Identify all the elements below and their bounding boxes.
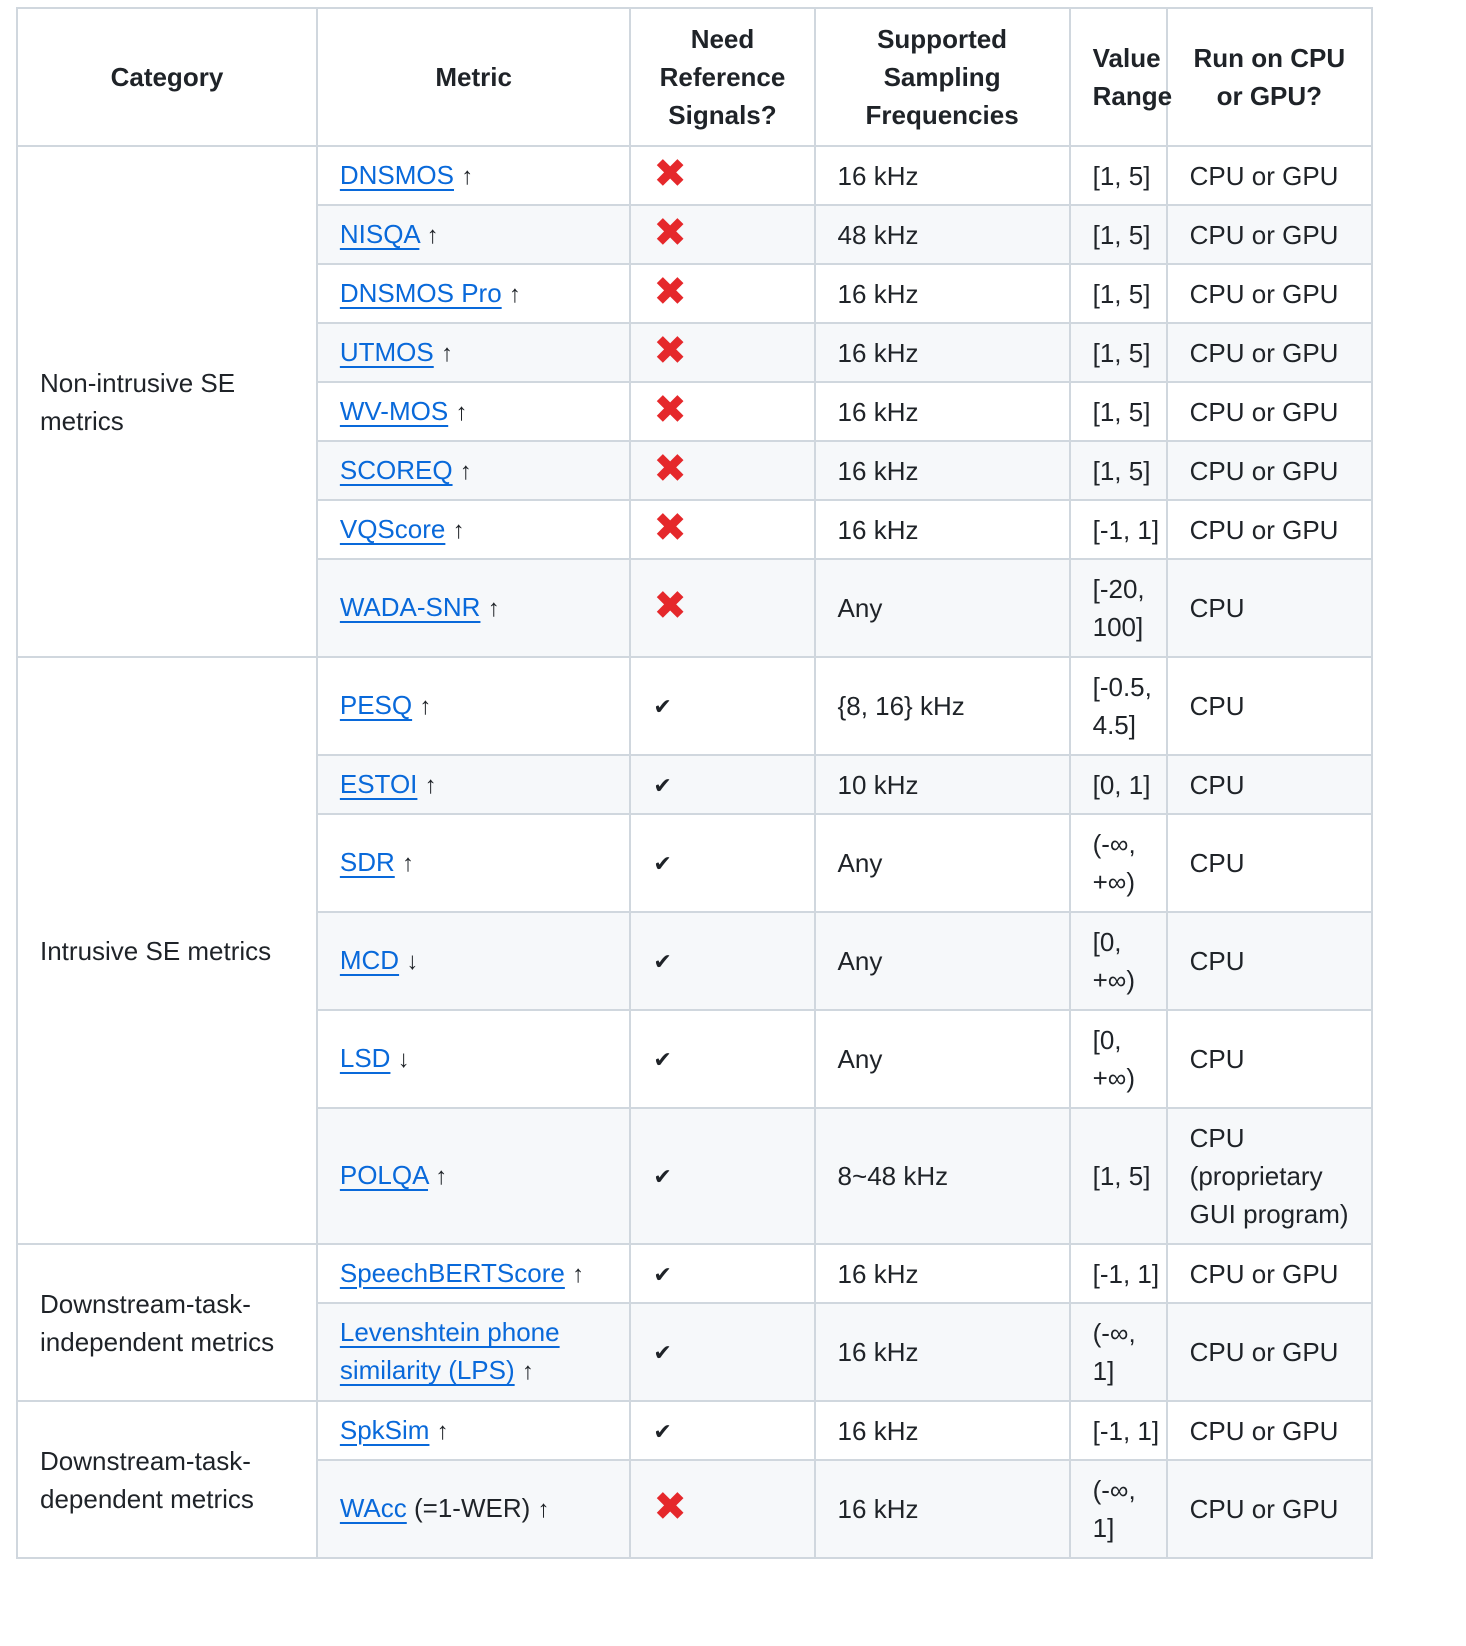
header-category: Category xyxy=(17,8,317,146)
value-range-cell: [-1, 1] xyxy=(1070,1244,1167,1303)
metric-cell xyxy=(317,912,631,1010)
reference-cell xyxy=(630,912,814,1010)
table-body xyxy=(17,146,1372,1558)
device-cell: CPU or GPU xyxy=(1167,1401,1372,1460)
metric-cell xyxy=(317,441,631,500)
arrow-up-icon: ↑ xyxy=(508,280,521,308)
arrow-up-icon: ↑ xyxy=(435,1163,448,1190)
metric-link[interactable]: WV-MOS xyxy=(339,395,449,426)
metric-cell xyxy=(317,205,631,264)
value-range-cell: [-20, 100] xyxy=(1070,559,1167,657)
device-cell: CPU or GPU xyxy=(1167,205,1372,264)
device-cell: CPU or GPU xyxy=(1167,1303,1372,1401)
arrow-up-icon: ↑ xyxy=(455,398,468,426)
arrow-up-icon: ↑ xyxy=(426,221,439,249)
check-icon: ✔ xyxy=(653,772,672,798)
device-cell: CPU xyxy=(1167,755,1372,814)
table-row xyxy=(17,146,1372,205)
value-range-cell: [1, 5] xyxy=(1070,205,1167,264)
check-icon: ✔ xyxy=(653,949,672,974)
value-range-cell: [0, +∞) xyxy=(1070,1010,1167,1108)
device-cell: CPU or GPU xyxy=(1167,1244,1372,1303)
reference-cell xyxy=(630,1303,814,1401)
frequency-cell: 16 kHz xyxy=(815,1401,1070,1460)
frequency-cell: 8~48 kHz xyxy=(815,1108,1070,1244)
metric-cell xyxy=(317,1401,631,1460)
reference-cell xyxy=(630,1244,814,1303)
value-range-cell: [0, +∞) xyxy=(1070,912,1167,1010)
value-range-cell: (-∞, +∞) xyxy=(1070,814,1167,912)
frequency-cell: 48 kHz xyxy=(815,205,1070,264)
check-icon: ✔ xyxy=(653,694,672,719)
device-cell: CPU xyxy=(1167,912,1372,1010)
arrow-down-icon: ↓ xyxy=(397,1046,410,1073)
metric-cell xyxy=(317,382,631,441)
cross-icon: ✖ xyxy=(653,387,687,432)
device-cell: CPU (proprietary GUI program) xyxy=(1167,1108,1372,1244)
metric-link[interactable]: ESTOI xyxy=(339,768,418,799)
value-range-cell: [-1, 1] xyxy=(1070,500,1167,559)
frequency-cell: Any xyxy=(815,912,1070,1010)
reference-cell xyxy=(630,755,814,814)
category-cell: Downstream-task-dependent metrics xyxy=(17,1401,317,1558)
value-range-cell: [0, 1] xyxy=(1070,755,1167,814)
category-cell: Intrusive SE metrics xyxy=(17,657,317,1244)
header-run-on-device: Run on CPU or GPU? xyxy=(1167,8,1372,146)
frequency-cell: 16 kHz xyxy=(815,441,1070,500)
frequency-cell: Any xyxy=(815,814,1070,912)
metric-link[interactable]: POLQA xyxy=(339,1160,429,1190)
category-cell: Non-intrusive SE metrics xyxy=(17,146,317,657)
value-range-cell: [1, 5] xyxy=(1070,382,1167,441)
reference-cell xyxy=(630,205,814,264)
metric-link[interactable]: SpkSim xyxy=(339,1414,430,1445)
arrow-up-icon: ↑ xyxy=(402,850,414,877)
table-row xyxy=(17,1244,1372,1303)
arrow-up-icon: ↑ xyxy=(452,516,465,544)
check-icon: ✔ xyxy=(653,1418,672,1444)
metric-link[interactable]: Levenshtein phone similarity (LPS) xyxy=(339,1317,560,1385)
header-row xyxy=(17,8,1372,146)
header-value-range: Value Range xyxy=(1070,8,1167,146)
metric-cell xyxy=(317,559,631,657)
value-range-cell: (-∞, 1] xyxy=(1070,1303,1167,1401)
frequency-cell: 16 kHz xyxy=(815,1303,1070,1401)
frequency-cell: {8, 16} kHz xyxy=(815,657,1070,755)
category-cell: Downstream-task-independent metrics xyxy=(17,1244,317,1401)
device-cell: CPU xyxy=(1167,657,1372,755)
device-cell: CPU or GPU xyxy=(1167,441,1372,500)
reference-cell xyxy=(630,264,814,323)
frequency-cell: 16 kHz xyxy=(815,264,1070,323)
arrow-down-icon: ↓ xyxy=(406,948,419,975)
cross-icon: ✖ xyxy=(653,328,687,373)
check-icon: ✔ xyxy=(653,1164,672,1189)
metric-link[interactable]: LSD xyxy=(339,1043,391,1073)
metric-cell xyxy=(317,1244,631,1303)
metrics-table xyxy=(16,7,1373,1559)
frequency-cell: 16 kHz xyxy=(815,1460,1070,1558)
device-cell: CPU or GPU xyxy=(1167,500,1372,559)
metric-link[interactable]: MCD xyxy=(339,945,400,975)
metric-cell xyxy=(317,1010,631,1108)
table-header xyxy=(17,8,1372,146)
arrow-up-icon: ↑ xyxy=(521,1358,534,1385)
reference-cell xyxy=(630,657,814,755)
frequency-cell: 10 kHz xyxy=(815,755,1070,814)
metric-cell xyxy=(317,755,631,814)
metric-link[interactable]: DNSMOS xyxy=(339,159,454,190)
reference-cell xyxy=(630,559,814,657)
reference-cell xyxy=(630,382,814,441)
arrow-up-icon: ↑ xyxy=(537,1496,550,1523)
metric-cell xyxy=(317,146,631,205)
cross-icon: ✖ xyxy=(653,1485,687,1529)
value-range-cell: [1, 5] xyxy=(1070,146,1167,205)
check-icon: ✔ xyxy=(653,1047,672,1072)
value-range-cell: [1, 5] xyxy=(1070,441,1167,500)
frequency-cell: 16 kHz xyxy=(815,382,1070,441)
arrow-up-icon: ↑ xyxy=(424,771,437,799)
metric-link[interactable]: WADA-SNR xyxy=(339,592,481,622)
metric-link[interactable]: NISQA xyxy=(339,218,420,249)
header-need-reference: Need Reference Signals? xyxy=(630,8,814,146)
cross-icon: ✖ xyxy=(653,505,687,550)
metric-note: (=1-WER) xyxy=(406,1493,531,1523)
metric-link[interactable]: DNSMOS Pro xyxy=(339,277,502,308)
device-cell: CPU or GPU xyxy=(1167,323,1372,382)
cross-icon: ✖ xyxy=(653,446,687,491)
cross-icon: ✖ xyxy=(653,584,687,628)
device-cell: CPU or GPU xyxy=(1167,264,1372,323)
reference-cell xyxy=(630,814,814,912)
check-icon: ✔ xyxy=(653,851,672,876)
value-range-cell: [-1, 1] xyxy=(1070,1401,1167,1460)
metric-link[interactable]: UTMOS xyxy=(339,336,434,367)
cross-icon: ✖ xyxy=(653,151,687,196)
metric-cell xyxy=(317,1303,631,1401)
frequency-cell: Any xyxy=(815,559,1070,657)
value-range-cell: [1, 5] xyxy=(1070,264,1167,323)
metric-cell xyxy=(317,657,631,755)
header-sampling-frequencies: Supported Sampling Frequencies xyxy=(815,8,1070,146)
check-icon: ✔ xyxy=(653,1261,672,1287)
value-range-cell: (-∞, 1] xyxy=(1070,1460,1167,1558)
device-cell: CPU xyxy=(1167,1010,1372,1108)
metric-link[interactable]: PESQ xyxy=(339,690,413,720)
metric-link[interactable]: SDR xyxy=(339,847,395,877)
frequency-cell: 16 kHz xyxy=(815,1244,1070,1303)
metric-cell xyxy=(317,323,631,382)
frequency-cell: 16 kHz xyxy=(815,500,1070,559)
value-range-cell: [1, 5] xyxy=(1070,323,1167,382)
reference-cell xyxy=(630,1401,814,1460)
device-cell: CPU or GPU xyxy=(1167,1460,1372,1558)
metric-link[interactable]: WAcc xyxy=(339,1493,407,1523)
metric-cell xyxy=(317,1108,631,1244)
device-cell: CPU xyxy=(1167,559,1372,657)
metric-cell xyxy=(317,500,631,559)
metric-link[interactable]: SpeechBERTScore xyxy=(339,1257,565,1288)
arrow-up-icon: ↑ xyxy=(572,1260,585,1288)
metric-link[interactable]: SCOREQ xyxy=(339,454,453,485)
metric-cell xyxy=(317,1460,631,1558)
check-icon: ✔ xyxy=(653,1340,672,1365)
arrow-up-icon: ↑ xyxy=(487,595,500,622)
arrow-up-icon: ↑ xyxy=(436,1417,449,1445)
reference-cell xyxy=(630,1460,814,1558)
table-row xyxy=(17,1401,1372,1460)
reference-cell xyxy=(630,146,814,205)
device-cell: CPU or GPU xyxy=(1167,382,1372,441)
metric-link[interactable]: VQScore xyxy=(339,513,446,544)
reference-cell xyxy=(630,500,814,559)
cross-icon: ✖ xyxy=(653,269,687,314)
arrow-up-icon: ↑ xyxy=(419,693,432,720)
arrow-up-icon: ↑ xyxy=(440,339,453,367)
reference-cell xyxy=(630,323,814,382)
reference-cell xyxy=(630,1108,814,1244)
metric-cell xyxy=(317,814,631,912)
frequency-cell: 16 kHz xyxy=(815,323,1070,382)
value-range-cell: [1, 5] xyxy=(1070,1108,1167,1244)
table-row xyxy=(17,657,1372,755)
device-cell: CPU xyxy=(1167,814,1372,912)
frequency-cell: Any xyxy=(815,1010,1070,1108)
arrow-up-icon: ↑ xyxy=(459,457,472,485)
cross-icon: ✖ xyxy=(653,210,687,255)
device-cell: CPU or GPU xyxy=(1167,146,1372,205)
header-metric: Metric xyxy=(317,8,631,146)
reference-cell xyxy=(630,441,814,500)
reference-cell xyxy=(630,1010,814,1108)
frequency-cell: 16 kHz xyxy=(815,146,1070,205)
arrow-up-icon: ↑ xyxy=(461,162,474,190)
metric-cell xyxy=(317,264,631,323)
value-range-cell: [-0.5, 4.5] xyxy=(1070,657,1167,755)
